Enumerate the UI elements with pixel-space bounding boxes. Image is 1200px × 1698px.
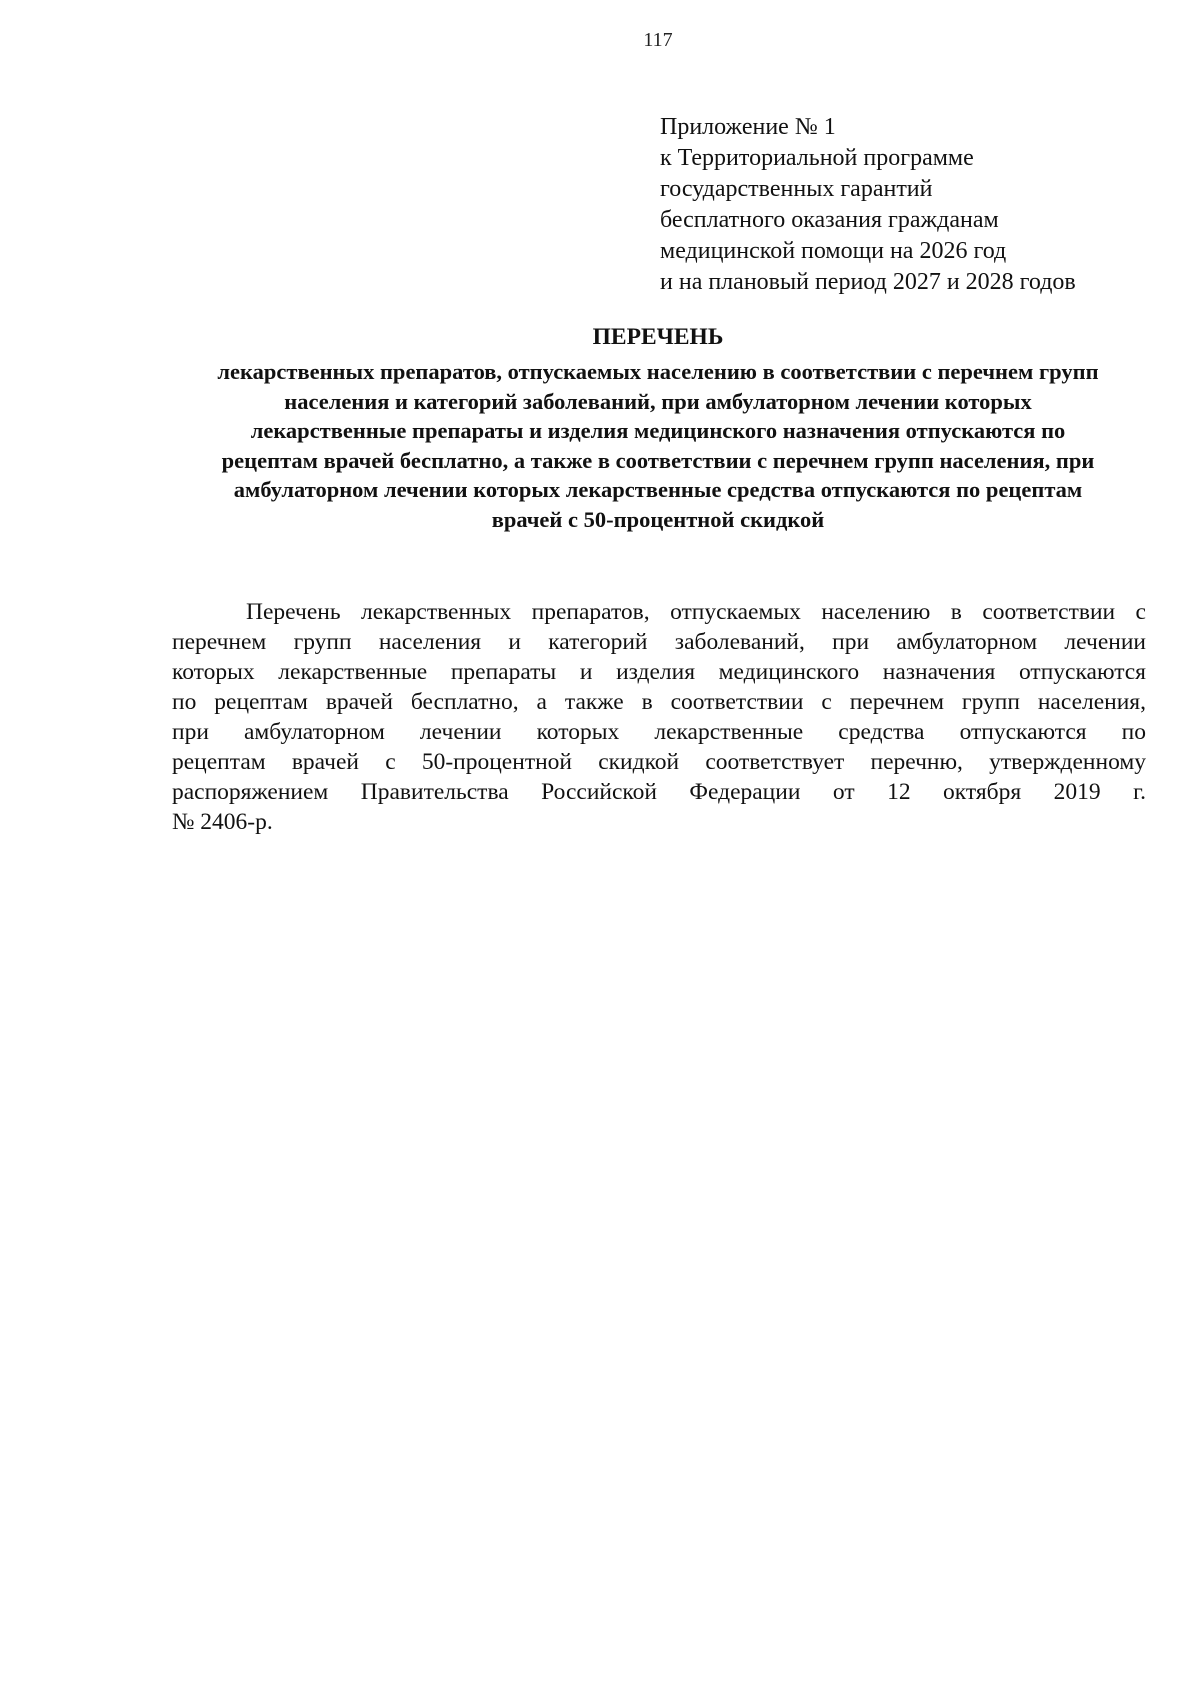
appendix-line: и на плановый период 2027 и 2028 годов bbox=[660, 269, 1076, 295]
body-line: № 2406-р. bbox=[172, 809, 273, 835]
appendix-line: Приложение № 1 bbox=[660, 114, 836, 140]
subtitle-line: рецептам врачей бесплатно, а также в соответствии с перечнем групп населения, при bbox=[221, 447, 1095, 473]
body-line: Перечень лекарственных препаратов, отпускаемых населению в соответствии с bbox=[246, 599, 1146, 625]
body-paragraph bbox=[172, 597, 1146, 837]
body-line: распоряжением Правительства Российской Федерации от 12 октября 2019 г. bbox=[172, 779, 1146, 805]
subtitle-line: амбулаторном лечении которых лекарственные средства отпускаются по рецептам bbox=[233, 477, 1083, 503]
body-line: перечнем групп населения и категорий заболеваний, при амбулаторном лечении bbox=[172, 629, 1146, 655]
appendix-header bbox=[660, 112, 1160, 298]
body-line: по рецептам врачей бесплатно, а также в соответствии с перечнем групп населения, bbox=[172, 689, 1146, 715]
appendix-line: к Территориальной программе bbox=[660, 145, 974, 171]
subtitle-line: населения и категорий заболеваний, при амбулаторном лечении которых bbox=[284, 388, 1032, 414]
subtitle-line: лекарственные препараты и изделия медицинского назначения отпускаются по bbox=[250, 418, 1066, 444]
subtitle-line: лекарственных препаратов, отпускаемых населению в соответствии с перечнем групп bbox=[217, 359, 1099, 384]
subtitle-line: врачей с 50-процентной скидкой bbox=[491, 506, 825, 532]
appendix-line: бесплатного оказания гражданам bbox=[660, 207, 999, 233]
document-title: ПЕРЕЧЕНЬ bbox=[592, 324, 724, 350]
appendix-line: государственных гарантий bbox=[660, 176, 933, 202]
body-line: которых лекарственные препараты и изделия медицинского назначения отпускаются bbox=[172, 659, 1146, 685]
document-subtitle bbox=[168, 357, 1148, 535]
body-line: при амбулаторном лечении которых лекарственные средства отпускаются по bbox=[172, 719, 1146, 745]
appendix-line: медицинской помощи на 2026 год bbox=[660, 238, 1007, 264]
body-line: рецептам врачей с 50-процентной скидкой соответствует перечню, утвержденному bbox=[172, 749, 1146, 775]
page-number: 117 bbox=[643, 29, 673, 51]
